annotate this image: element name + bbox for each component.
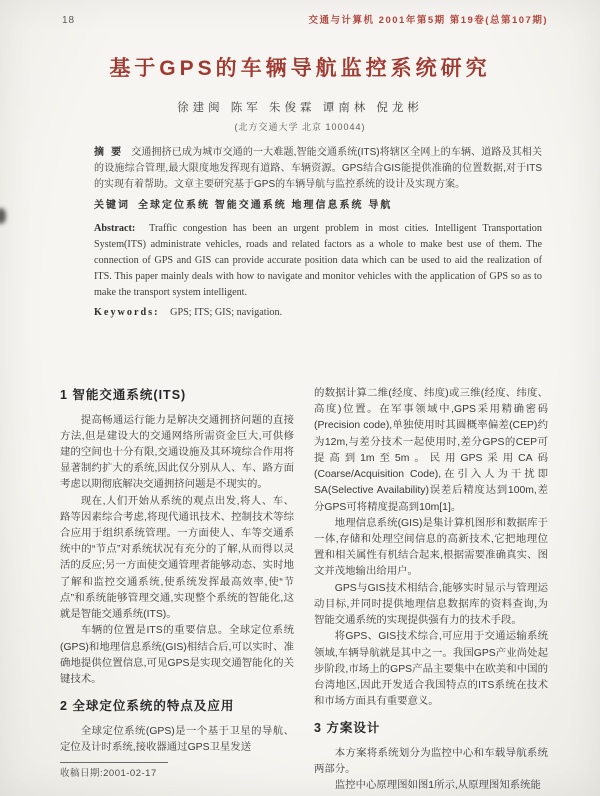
abstract-block xyxy=(94,145,542,322)
paragraph: 车辆的位置是ITS的重要信息。全球定位系统(GPS)和地理信息系统(GIS)相结合后,可以实时、准确地提供位置信息,可见GPS是实现交通智能化的关键技术。 xyxy=(60,625,294,685)
paragraph: 现在,人们开始从系统的观点出发,将人、车、路等因素综合考虑,将现代通讯技术、控制技术等综合应用于组织系统管理。一方面使人、车等交通系统中的“节点”对系统状况有充分的了解,从而得以灵活的反应;另一方面使交通管理者能够动态、实时地了解和监控交通系统,使系统发挥最高效率,使“节点”和系统能够管理交通,实现整个系统的智能化,这就是智能交通系统(ITS)。 xyxy=(60,495,294,621)
section-2-heading: 2 全球定位系统的特点及应用 xyxy=(60,699,235,714)
section-3-heading: 3 方案设计 xyxy=(314,721,381,736)
abstract-zh-text: 交通拥挤已成为城市交通的一大难题,智能交通系统(ITS)将辖区全网上的车辆、道路及其相关的设施综合管理,最大限度地发挥现有道路、车辆资源。GPS结合GIS能提供准确的位置数据,对于ITS的实现有着帮助。文章主要研究基于GPS的车辆导航与监控系统的设计及实现方案。 xyxy=(94,147,543,191)
page-header xyxy=(62,12,548,26)
paragraph: GPS与GIS技术相结合,能够实时显示与管理运动目标,并同时提供地理信息数据库的资料查询,为智能交通系统的实现提供强有力的技术手段。 xyxy=(314,582,548,627)
right-column xyxy=(314,386,548,792)
paragraph: 地理信息系统(GIS)是集计算机图形和数据库于一体,存储和处理空间信息的高新技术,它把地理位置和相关属性有机结合起来,根据需要准确真实、图文并茂地输出给用户。 xyxy=(314,517,548,578)
keywords-zh-label: 关键词 xyxy=(94,199,130,211)
abstract-zh xyxy=(94,145,542,194)
abstract-en-text: Traffic congestion has been an urgent problem in most cities. Intelligent Transportation System(ITS) administrate vehicles, roads and related factors as a whole to make best use of them. The connection of GPS and GIS can provide accurate position data which can be used to aid the realization of ITS. This paper mainly deals with how to navigate and monitor vehicles with the application of GPS so as to make the transport system intelligent. xyxy=(94,222,542,299)
abstract-en xyxy=(94,221,542,302)
keywords-en-label: Keywords: xyxy=(94,307,160,319)
paragraph: 提高畅通运行能力是解决交通拥挤问题的直接方法,但是建设大的交通网络所需资金巨大,可供修建的空间也十分有限,交通设施及其环境综合作用将显著制约扩大的系统,因此仅分别从人、车、路方面考虑以期彻底解决交通拥挤问题是不现实的。 xyxy=(60,414,294,491)
keywords-zh xyxy=(94,198,542,214)
keywords-en-text: GPS; ITS; GIS; navigation. xyxy=(170,307,283,319)
keywords-zh-text: 全球定位系统 智能交通系统 地理信息系统 导航 xyxy=(138,199,393,211)
authors-line: 徐建闽 陈军 朱俊霖 谭南林 倪龙彬 xyxy=(177,102,423,114)
affiliation-line: (北方交通大学 北京 100044) xyxy=(234,122,366,132)
paragraph: 全球定位系统(GPS)是一个基于卫星的导航、定位及计时系统,接收器通过GPS卫星发送 xyxy=(60,725,294,753)
paragraph: 将GPS、GIS技术综合,可应用于交通运输系统领域,车辆导航就是其中之一。我国GPS产业尚处起步阶段,市场上的GPS产品主要集中在欧美和中国的台湾地区,因此开发适合我国特点的ITS系统在技术和市场方面具有重要意义。 xyxy=(314,631,548,708)
paragraph: 本方案将系统划分为监控中心和车载导航系统两部分。 xyxy=(314,747,548,776)
paragraph: 监控中心原理图如图1所示,从原理图知系统能 xyxy=(334,780,541,792)
received-date-note xyxy=(60,758,294,782)
footnote-rule xyxy=(60,762,168,763)
two-column-body xyxy=(60,386,548,792)
journal-info: 交通与计算机 2001年第5期 第19卷(总第107期) xyxy=(308,15,548,26)
abstract-en-label: Abstract: xyxy=(94,222,136,234)
paper-title: 基于GPS的车辆导航监控系统研究 xyxy=(109,57,491,80)
paragraph: 的数据计算二维(经度、纬度)或三维(经度、纬度、高度)位置。在军事领域中,GPS采用精确密码(Precision code),单独使用时其圆概率偏差(CEP)约为12m,与差分技术一起使用时,差分GPS的CEP可提高到1m至5m。民用GPS采用CA码(Coarse/Acquisition Code),在引入人为干扰即SA(Selective Availability)误差后精度达到100m,差分GPS可将精度提高到10m[1]。 xyxy=(314,388,548,513)
abstract-zh-label: 摘 要 xyxy=(94,147,124,158)
page-number: 18 xyxy=(62,15,76,26)
received-date-text: 收稿日期:2001-02-17 xyxy=(60,768,157,780)
keywords-en xyxy=(94,305,542,322)
left-column xyxy=(60,386,294,782)
section-1-heading: 1 智能交通系统(ITS) xyxy=(60,388,187,402)
scan-smudge xyxy=(0,208,6,224)
